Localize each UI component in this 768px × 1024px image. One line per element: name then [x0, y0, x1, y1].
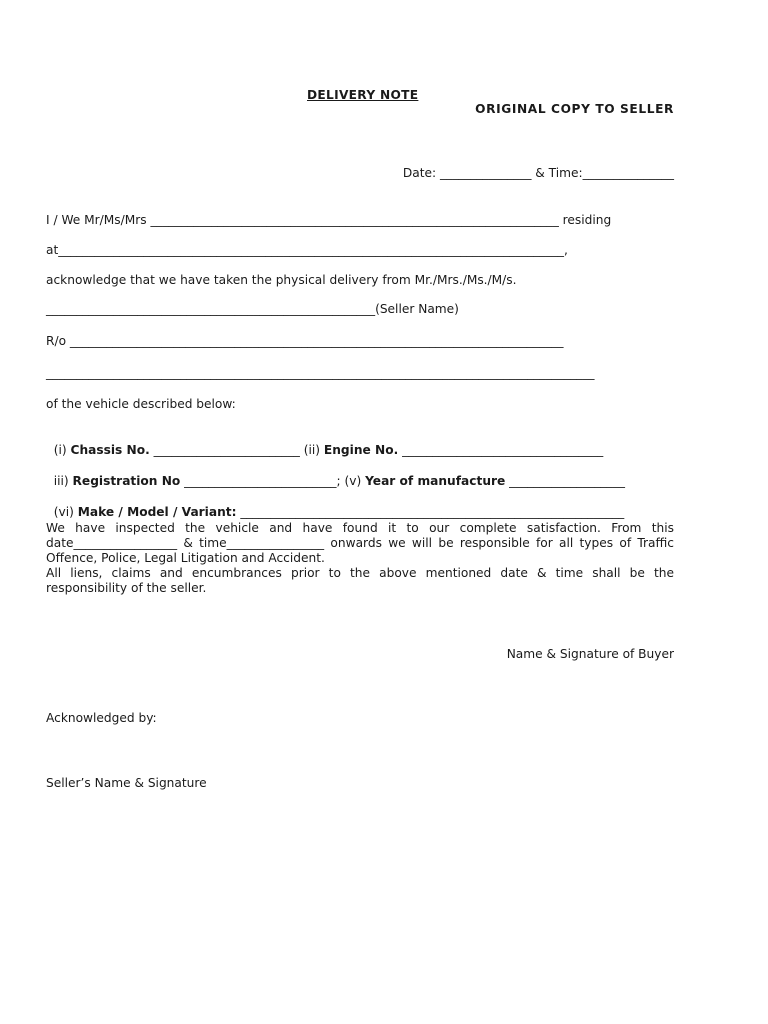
copy-label: ORIGINAL COPY TO SELLER	[475, 102, 674, 116]
terms-paragraph-1: We have inspected the vehicle and have found it to our complete satisfaction. From this date_________________ & time________________ onwards we will be responsible for all types of Traffic Offence, Police, Legal Litigation and Accident.	[46, 521, 674, 565]
seller-signature-label: Seller’s Name & Signature	[46, 776, 207, 790]
buyer-address-line: at___________________________________________________________________________________,	[46, 243, 568, 257]
seller-name-line: ______________________________________________________(Seller Name)	[46, 302, 459, 316]
date-time-line: Date: _______________ & Time:_______________	[402, 166, 674, 180]
make-model-blank: _______________________________________________________________	[236, 505, 625, 519]
year-label: Year of manufacture	[365, 474, 506, 488]
engine-label: Engine No.	[323, 443, 399, 457]
row-prefix: (vi)	[53, 505, 78, 519]
make-model-label: Make / Model / Variant:	[77, 505, 237, 519]
seller-residence-line: R/o _________________________________________________________________________________	[46, 334, 564, 348]
chassis-label: Chassis No.	[70, 443, 150, 457]
vehicle-intro: of the vehicle described below:	[46, 397, 236, 411]
acknowledge-line: acknowledge that we have taken the physical delivery from Mr./Mrs./Ms./M/s.	[46, 273, 517, 287]
vehicle-row-chassis-engine	[46, 428, 603, 458]
buyer-signature-label: Name & Signature of Buyer	[506, 647, 674, 661]
year-blank: ___________________	[505, 474, 625, 488]
registration-label: Registration No	[72, 474, 181, 488]
buyer-name-line: I / We Mr/Ms/Mrs ___________________________________________________________________ residing	[46, 213, 612, 227]
seller-residence-line-2: __________________________________________________________________________________________	[46, 366, 595, 380]
engine-blank: _________________________________	[398, 443, 604, 457]
row-prefix: (i)	[53, 443, 71, 457]
document-title: DELIVERY NOTE	[307, 88, 419, 102]
acknowledged-by-label: Acknowledged by:	[46, 711, 157, 725]
vehicle-row-make-model	[46, 490, 624, 520]
chassis-blank: ________________________ (ii)	[149, 443, 324, 457]
row-prefix: iii)	[53, 474, 73, 488]
vehicle-row-registration-year	[46, 459, 625, 489]
registration-blank: _________________________; (v)	[180, 474, 366, 488]
terms-block	[46, 521, 674, 596]
terms-paragraph-2: All liens, claims and encumbrances prior to the above mentioned date & time shall be the responsibility of the seller.	[46, 566, 674, 595]
